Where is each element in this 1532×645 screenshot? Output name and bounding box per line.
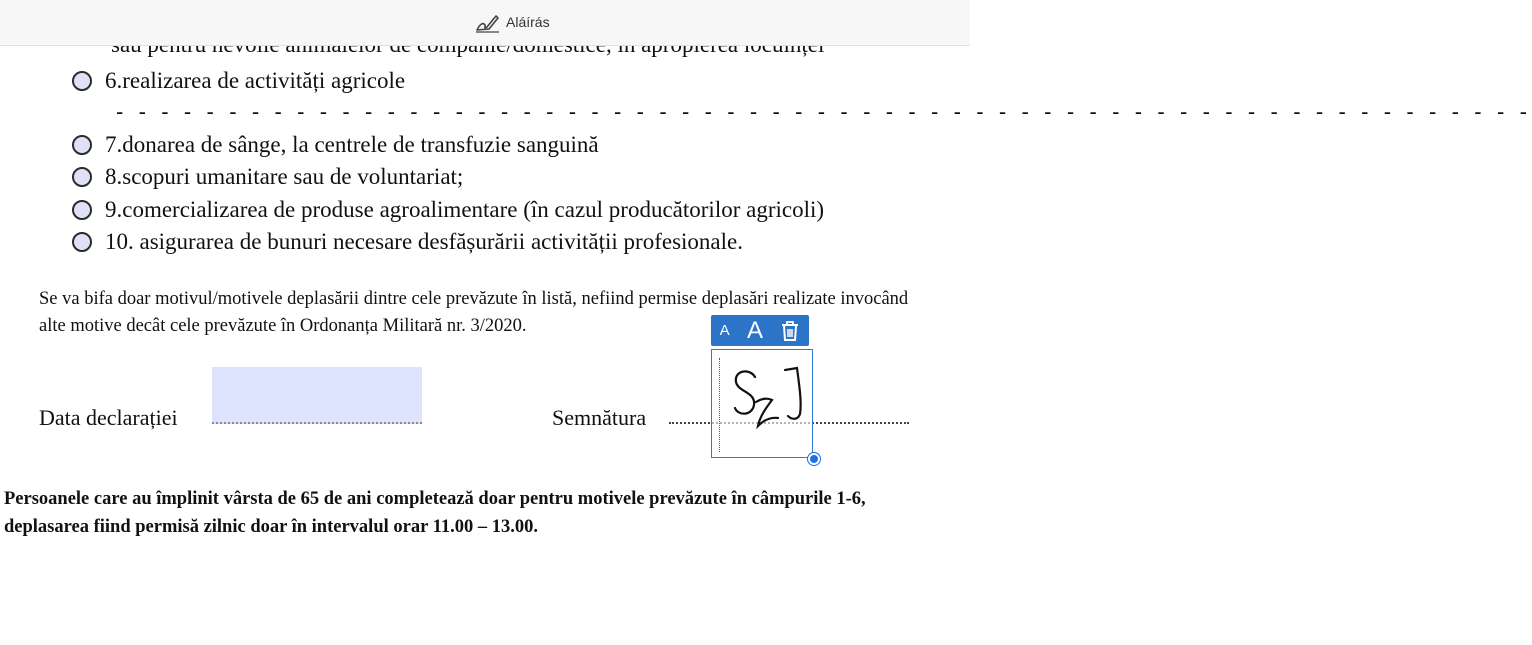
top-toolbar (0, 0, 970, 46)
option-7 (72, 132, 599, 158)
signature-edit-toolbar (711, 315, 809, 346)
date-input-field[interactable] (212, 367, 422, 424)
signature-label: Semnătura (552, 405, 647, 430)
radio-option-7[interactable] (72, 135, 92, 155)
option-6 (72, 68, 405, 94)
option-9 (72, 197, 824, 223)
signature-box[interactable] (711, 349, 813, 458)
decrease-size-button[interactable]: A (719, 322, 730, 339)
handwritten-signature (712, 350, 812, 457)
pen-signature-icon (474, 10, 500, 34)
trash-icon[interactable] (780, 320, 800, 342)
pdf-page (0, 45, 1532, 645)
option-6-label: 6.realizarea de activități agricole (105, 68, 406, 93)
option-7-label: 7.donarea de sânge, la centrele de transfuzie sanguină (105, 132, 599, 157)
radio-option-8[interactable] (72, 167, 92, 187)
radio-option-6[interactable] (72, 71, 92, 91)
note-line-1: Se va bifa doar motivul/motivele deplasării dintre cele prevăzute în listă, nefiind permise deplasări realizate invocând (39, 289, 909, 309)
resize-handle[interactable] (808, 453, 820, 465)
footer-notice (4, 485, 866, 541)
note-line-2: alte motive decât cele prevăzute în Ordonanța Militară nr. 3/2020. (39, 316, 527, 336)
option-10 (72, 229, 743, 255)
option-8-label: 8.scopuri umanitare sau de voluntariat; (105, 164, 464, 189)
option-10-label: 10. asigurarea de bunuri necesare desfășurării activității profesionale. (105, 229, 743, 254)
increase-size-button[interactable]: A (746, 316, 763, 344)
sign-tool-label: Aláírás (506, 14, 550, 30)
radio-option-10[interactable] (72, 232, 92, 252)
radio-option-9[interactable] (72, 200, 92, 220)
sign-tool-button[interactable] (474, 8, 550, 36)
option-8 (72, 164, 463, 190)
dashed-separator: - - - - - - - - - - - - - - - - - - - - - - - - - - - - - - - - - - - - - - - - - - - - - - - - - - - - - - - - - - - - - - - (116, 99, 1532, 124)
date-label: Data declarației (39, 405, 178, 430)
instruction-note (39, 286, 999, 340)
footer-line-1: Persoanele care au împlinit vârsta de 65 de ani completează doar pentru motivele prevăzute în câmpurile 1-6, (4, 489, 866, 509)
option-9-label: 9.comercializarea de produse agroalimentare (în cazul producătorilor agricoli) (105, 197, 825, 222)
footer-line-2: deplasarea fiind permisă zilnic doar în intervalul orar 11.00 – 13.00. (4, 517, 538, 537)
